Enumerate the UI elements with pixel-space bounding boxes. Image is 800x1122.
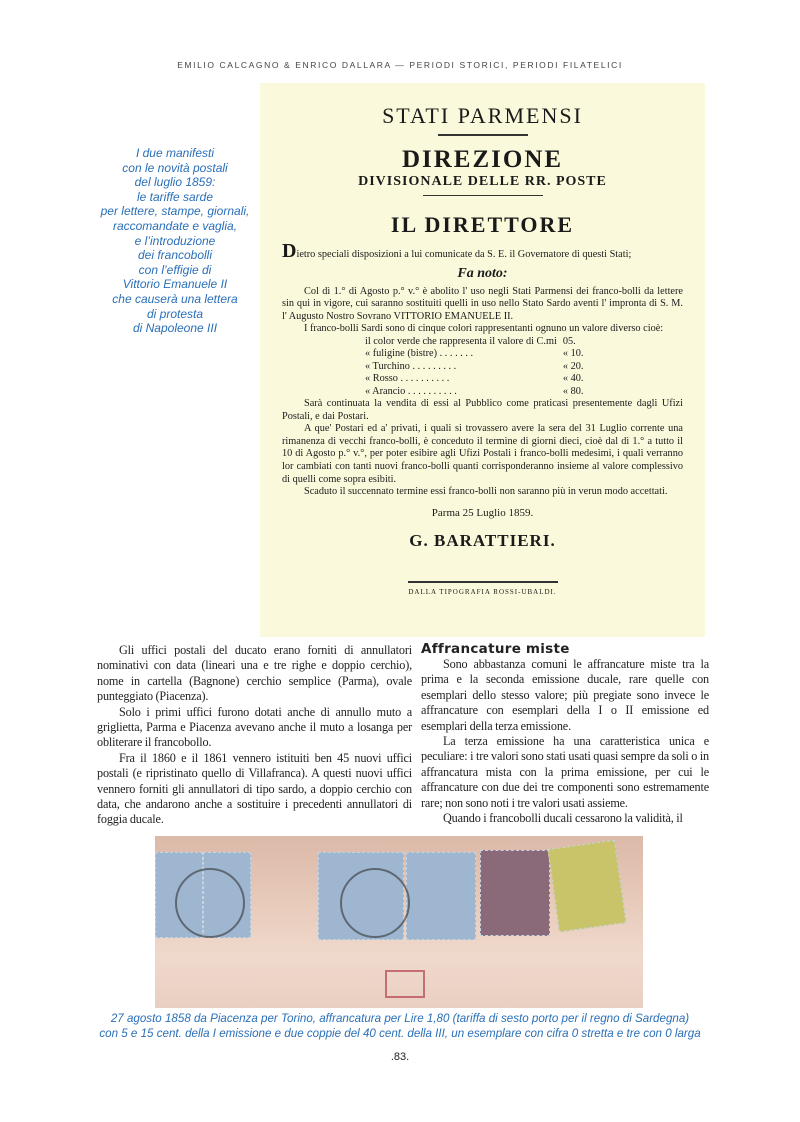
poster-director: IL DIRETTORE <box>390 212 575 237</box>
side-note-line: del luglio 1859: <box>134 175 216 190</box>
side-note <box>70 146 280 336</box>
values-table <box>362 336 586 398</box>
paragraph: Sono abbastanza comuni le affrancature miste tra la prima e la seconda emissione ducale, rare quelle con esemplari dello stesso valore; più pregiate sono invece le affrancature con esemplari della I o II emissione ed esemplari della terza emissione. <box>421 657 709 733</box>
paragraph: Gli uffici postali del ducato erano forniti di annullatori nominativi con data (lineari una e tre righe e doppio cerchio), nome in cartella (Bagnone) cerchio semplice (Parma), ovale punteggiato (Piacenza). <box>97 643 412 704</box>
poster-subheading: DIVISIONALE DELLE RR. POSTE <box>358 174 607 189</box>
cover-photo <box>155 836 643 1008</box>
value-amount: « 80. <box>562 385 584 397</box>
side-note-line: di Napoleone III <box>132 321 218 336</box>
paragraph: La terza emissione ha una caratteristica unica e peculiare: i tre valori sono stati usati quasi sempre da soli o in affrancatura mista con la prima emissione, per cui le affrancature con due dei tre componenti sono estremamente rare; non sono noti i tre valori usati assieme. <box>421 734 709 810</box>
fa-noto: Fa noto: <box>457 265 508 281</box>
value-amount: « 10. <box>562 348 584 360</box>
side-note-line: Vittorio Emanuele II <box>122 277 228 292</box>
value-amount: « 40. <box>562 373 584 385</box>
poster-printer: DALLA TIPOGRAFIA ROSSI-UBALDI. <box>408 587 557 596</box>
stamp-yellow <box>547 840 626 933</box>
ornament <box>423 195 543 196</box>
value-label: « Rosso . . . . . . . . . . <box>365 373 450 385</box>
poster-paragraph: Scaduto il succennato termine essi franco-bolli non saranno più in verun modo accettati. <box>304 486 668 498</box>
poster-date: Parma 25 Luglio 1859. <box>431 506 534 519</box>
side-note-line: I due manifesti <box>135 146 215 160</box>
photo-caption <box>0 1012 800 1041</box>
drop-cap: D <box>282 240 297 262</box>
value-row <box>362 373 586 385</box>
poster-title: STATI PARMENSI <box>382 103 583 128</box>
side-note-line: le tariffe sarde <box>136 189 214 204</box>
value-row <box>362 361 586 373</box>
stamp-purple <box>480 850 550 936</box>
caption-line: con 5 e 15 cent. della I emissione e due coppie del 40 cent. della III, un esemplare con cifra 0 stretta e tre con 0 larga <box>99 1026 701 1040</box>
poster-intro <box>282 240 683 262</box>
caption-line: 27 agosto 1858 da Piacenza per Torino, affrancatura per Lire 1,80 (tariffa di sesto porto per il regno di Sardegna) <box>110 1012 690 1025</box>
right-column <box>421 643 709 826</box>
intro-text: ietro speciali disposizioni a lui comunicate da S. E. il Governatore di questi Stati; <box>296 249 632 260</box>
poster-paragraph: Sarà continuata la vendita di essi al Pubblico come praticasi presentemente dagli Ufizi Postali, e dai Postari. <box>282 398 683 422</box>
poster-paragraph: I franco-bolli Sardi sono di cinque colori rappresentanti ognuno un valore diverso cioè: <box>304 323 664 335</box>
running-header: EMILIO CALCAGNO & ENRICO DALLARA — PERIODI STORICI, PERIODI FILATELICI <box>177 60 623 70</box>
side-note-line: dei francobolli <box>137 248 213 263</box>
poster-signature: G. BARATTIERI. <box>409 530 556 550</box>
value-label: « Arancio . . . . . . . . . . <box>365 385 457 397</box>
ornament <box>438 134 528 136</box>
side-note-line: per lettere, stampe, giornali, <box>100 204 250 219</box>
side-note-line: e l’introduzione <box>134 233 216 248</box>
value-amount: 05. <box>562 335 576 347</box>
side-note-line: con le novità postali <box>122 160 228 175</box>
stamp-40c <box>406 852 476 940</box>
ornament <box>408 581 558 583</box>
value-row <box>362 348 586 360</box>
postmark <box>175 868 245 938</box>
poster-paragraph: Col dì 1.° di Agosto p.° v.° è abolito l' uso negli Stati Parmensi dei franco-bolli da lettere sin qui in vigore, cui saranno sostituiti quelli in uso nello Stato Sardo aventi l' impronta di S. M. l' Augusto Nostro Sovrano VITTORIO EMANUELE II. <box>282 285 683 322</box>
paragraph: Quando i francobolli ducali cessarono la validità, il <box>443 811 683 826</box>
value-label: « fuligine (bistre) . . . . . . . <box>365 348 474 360</box>
value-amount: « 20. <box>562 360 584 372</box>
pd-mark <box>385 970 425 998</box>
value-row <box>362 336 586 348</box>
poster-heading: DIREZIONE <box>401 146 564 173</box>
left-column <box>97 643 412 828</box>
page-number: .83. <box>390 1051 410 1063</box>
paragraph: Fra il 1860 e il 1861 vennero istituiti ben 45 nuovi uffici postali (e ripristinato quello di Villafranca). A questi nuovi uffici vennero forniti gli annullatori di tipo sardo, a doppio cerchio con data, che andarono anche a sostituire i precedenti annullatori di foggia ducale. <box>97 750 412 827</box>
section-heading: Affrancature miste <box>421 641 570 657</box>
value-label: il color verde che rappresenta il valore di C.mi <box>365 335 557 347</box>
poster-paragraph: A que' Postari ed a' privati, i quali si trovassero avere la sera del 31 Luglio corrente una rimanenza di vecchi franco-bolli, è conceduto il termine di giorni dieci, cioè dal dì 1.° a tutto il 10 di Agosto p.° v.°, per poter esibire agli Ufizi Postali i franco-bolli medesimi, i quali verranno lor cambiati con tanti nuovi franco-bolli quanti corrisponderanno insieme al valore complessivo di quelli come sopra esibiti. <box>282 423 683 485</box>
side-note-line: con l’effigie di <box>138 262 212 277</box>
value-row <box>362 386 586 398</box>
side-note-line: che causerà una lettera <box>112 291 238 306</box>
poster-image <box>260 83 705 637</box>
postmark <box>340 868 410 938</box>
value-label: « Turchino . . . . . . . . . <box>365 360 457 372</box>
side-note-line: raccomandate e vaglia, <box>112 218 238 233</box>
paragraph: Solo i primi uffici furono dotati anche di annullo muto a griglietta, Parma e Piacenza avevano anche il muto a losanga per obliterare il francobollo. <box>97 704 412 750</box>
side-note-line: di protesta <box>146 306 204 321</box>
